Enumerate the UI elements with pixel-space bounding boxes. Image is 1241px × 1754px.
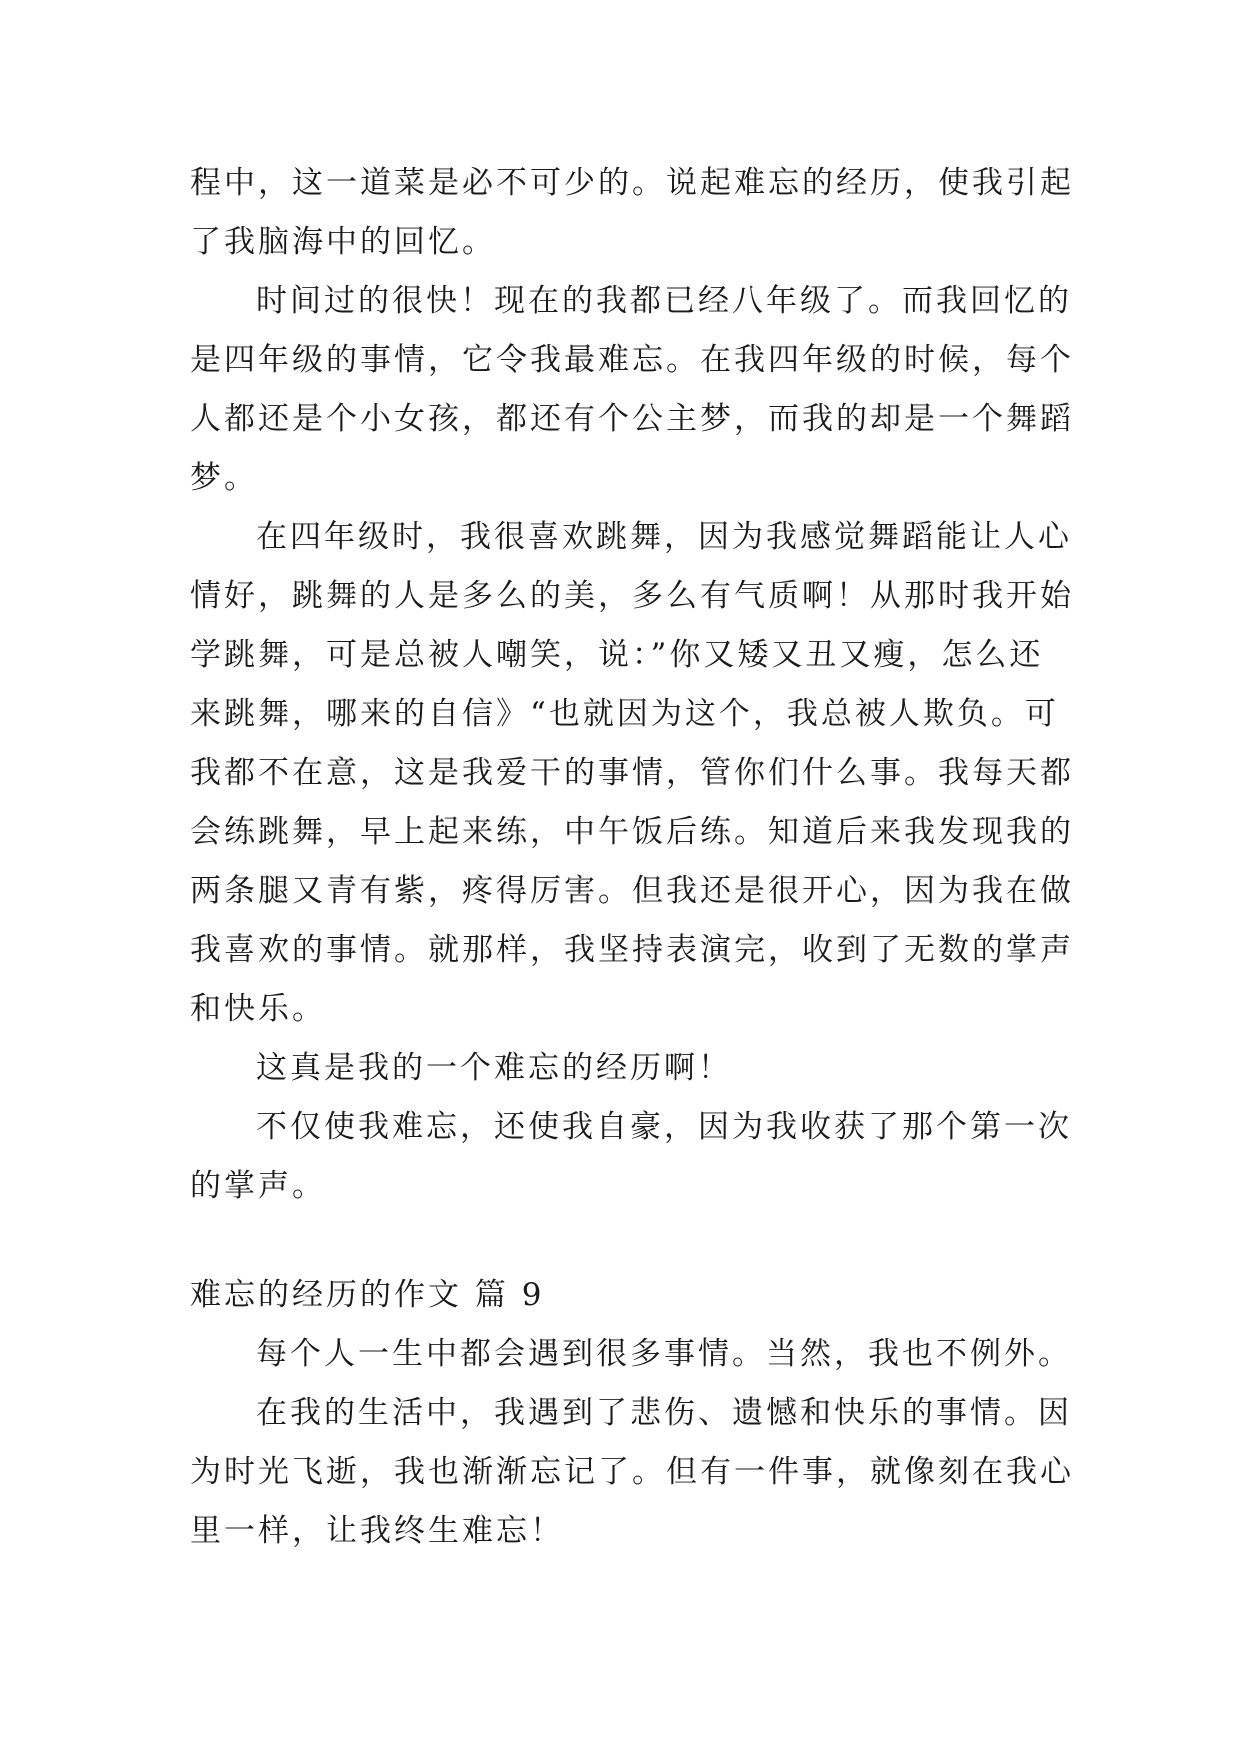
text-line: 梦。 xyxy=(190,460,258,496)
text-line: 程中，这一道菜是必不可少的。说起难忘的经历，使我引起 xyxy=(190,165,1074,201)
text-line: 两条腿又青有紫，疼得厉害。但我还是很开心，因为我在做 xyxy=(190,873,1074,909)
text-line: 学跳舞，可是总被人嘲笑，说：”你又矮又丑又瘦，怎么还 xyxy=(190,637,1044,673)
text-line: 时间过的很快！现在的我都已经八年级了。而我回忆的 xyxy=(256,283,1072,319)
text-line: 为时光飞逝，我也渐渐忘记了。但有一件事，就像刻在我心 xyxy=(190,1454,1074,1490)
text-line: 会练跳舞，早上起来练，中午饭后练。知道后来我发现我的 xyxy=(190,814,1074,850)
text-line: 和快乐。 xyxy=(190,991,326,1027)
text-line: 情好，跳舞的人是多么的美，多么有气质啊！从那时我开始 xyxy=(190,578,1074,614)
text-line: 在我的生活中，我遇到了悲伤、遗憾和快乐的事情。因 xyxy=(256,1395,1072,1431)
text-line: 是四年级的事情，它令我最难忘。在我四年级的时候，每个 xyxy=(190,342,1074,378)
text-line: 来跳舞，哪来的自信》“也就因为这个，我总被人欺负。可 xyxy=(190,696,1059,732)
text-line: 我都不在意，这是我爱干的事情，管你们什么事。我每天都 xyxy=(190,755,1074,791)
text-line: 的掌声。 xyxy=(190,1168,326,1204)
text-line: 我喜欢的事情。就那样，我坚持表演完，收到了无数的掌声 xyxy=(190,932,1074,968)
text-line: 在四年级时，我很喜欢跳舞，因为我感觉舞蹈能让人心 xyxy=(256,519,1072,555)
text-line: 人都还是个小女孩，都还有个公主梦，而我的却是一个舞蹈 xyxy=(190,401,1074,437)
text-line: 这真是我的一个难忘的经历啊！ xyxy=(256,1050,732,1086)
text-line: 里一样，让我终生难忘！ xyxy=(190,1513,564,1549)
text-line: 不仅使我难忘，还使我自豪，因为我收获了那个第一次 xyxy=(256,1109,1072,1145)
section-heading: 难忘的经历的作文 篇 9 xyxy=(190,1277,545,1313)
text-line: 每个人一生中都会遇到很多事情。当然，我也不例外。 xyxy=(256,1336,1072,1372)
text-line: 了我脑海中的回忆。 xyxy=(190,224,496,260)
